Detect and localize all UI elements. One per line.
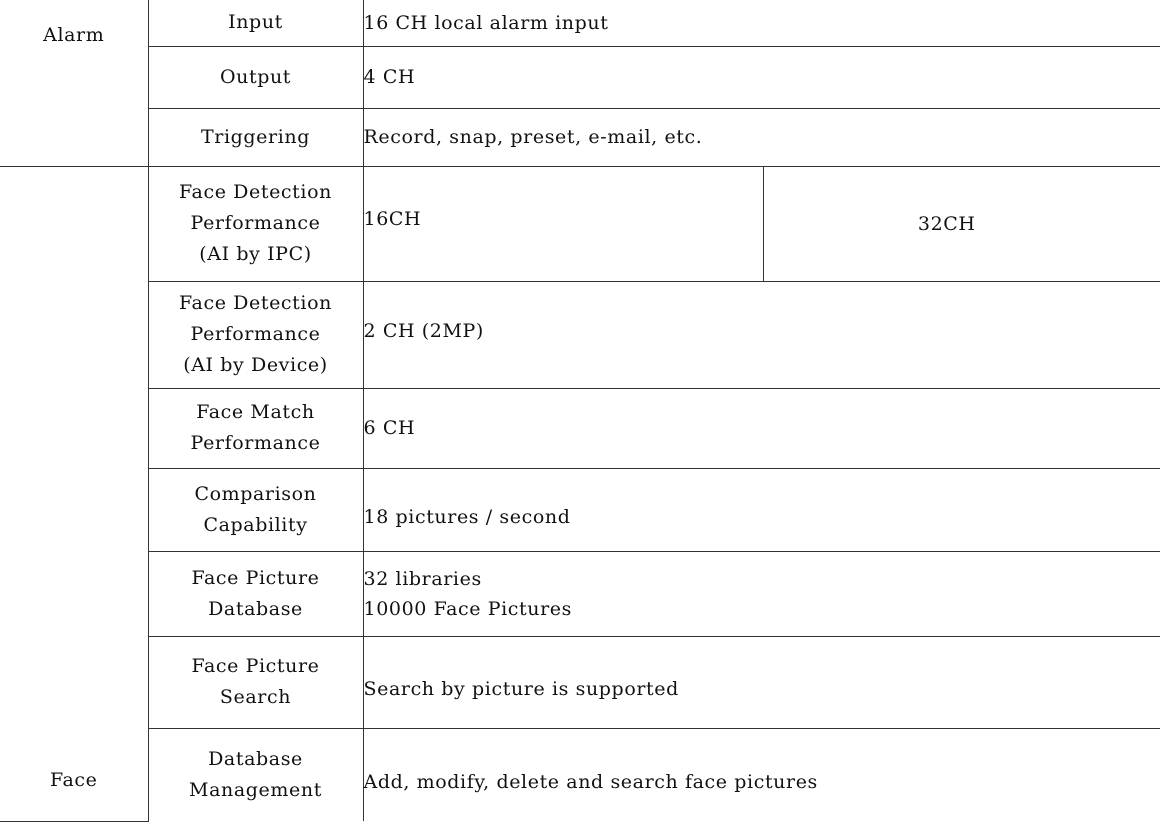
category-label: Alarm	[43, 24, 104, 46]
param-label: Database	[149, 594, 363, 625]
table-row	[0, 636, 1160, 728]
param-label: Database	[149, 744, 363, 775]
table-row	[0, 0, 1160, 46]
category-alarm	[0, 0, 148, 166]
table-row	[0, 46, 1160, 108]
table-row	[0, 166, 1160, 281]
table-row	[0, 388, 1160, 468]
param-label: Triggering	[201, 126, 310, 148]
value-cell	[363, 166, 763, 281]
param-cell	[148, 46, 363, 108]
table-row	[0, 468, 1160, 551]
param-cell	[148, 166, 363, 281]
value-cell	[363, 636, 1160, 728]
param-cell	[148, 388, 363, 468]
value-text: Add, modify, delete and search face pictures	[364, 771, 818, 793]
param-cell	[148, 468, 363, 551]
param-label: Performance	[149, 428, 363, 459]
param-cell	[148, 728, 363, 821]
value-cell	[363, 108, 1160, 166]
value-cell	[363, 728, 1160, 821]
value-cell	[363, 468, 1160, 551]
param-cell	[148, 551, 363, 636]
param-cell	[148, 108, 363, 166]
param-label: Performance	[149, 208, 363, 239]
param-label: Face Detection	[149, 288, 363, 319]
param-label: Face Match	[149, 397, 363, 428]
value-text: 2 CH (2MP)	[364, 320, 484, 342]
value-text: 32 libraries	[364, 564, 1160, 594]
param-cell	[148, 281, 363, 388]
param-label: Comparison	[149, 479, 363, 510]
param-label: Face Picture	[149, 651, 363, 682]
value-cell	[363, 281, 1160, 388]
param-label: Search	[149, 682, 363, 713]
param-label: Performance	[149, 319, 363, 350]
table-row	[0, 281, 1160, 388]
value-cell	[363, 0, 1160, 46]
value-cell	[363, 46, 1160, 108]
value-text: 4 CH	[364, 66, 416, 88]
value-text: 18 pictures / second	[364, 506, 571, 528]
param-label: (AI by Device)	[149, 350, 363, 381]
param-cell	[148, 636, 363, 728]
value-text: Record, snap, preset, e-mail, etc.	[364, 126, 703, 148]
table-row	[0, 551, 1160, 636]
param-label: Face Detection	[149, 177, 363, 208]
value-text: 10000 Face Pictures	[364, 594, 1160, 624]
param-label: Input	[228, 11, 283, 33]
param-label: (AI by IPC)	[149, 239, 363, 270]
table-row	[0, 108, 1160, 166]
category-face	[0, 166, 148, 821]
value-text: 16 CH local alarm input	[364, 12, 609, 34]
category-label: Face	[50, 769, 98, 791]
value-text: Search by picture is supported	[364, 678, 679, 700]
param-label: Output	[220, 66, 291, 88]
table-row	[0, 728, 1160, 821]
param-label: Management	[149, 775, 363, 806]
value-text: 32CH	[918, 213, 976, 235]
param-label: Capability	[149, 510, 363, 541]
value-cell	[363, 388, 1160, 468]
param-label: Face Picture	[149, 563, 363, 594]
value-text: 6 CH	[364, 417, 416, 439]
value-cell	[363, 551, 1160, 636]
param-cell	[148, 0, 363, 46]
value-text: 16CH	[364, 208, 422, 230]
value-cell	[763, 166, 1160, 281]
